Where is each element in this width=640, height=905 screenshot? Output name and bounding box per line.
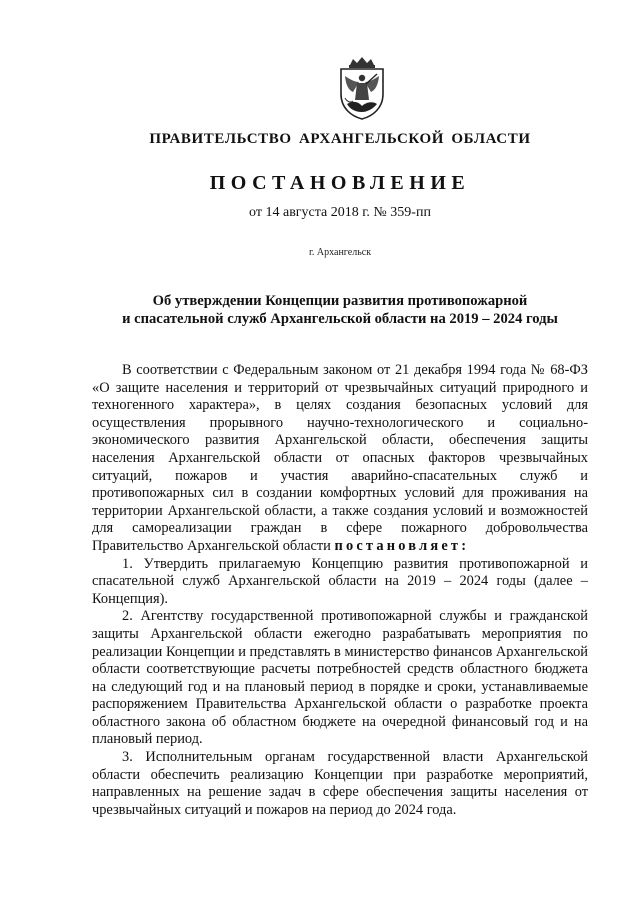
document-subject (92, 292, 588, 328)
document-body (92, 362, 588, 819)
preamble-paragraph (92, 362, 588, 556)
document-date-number: от 14 августа 2018 г. № 359-пп (249, 205, 431, 220)
resolves-keyword: постановляет: (334, 537, 470, 554)
item-3-paragraph: 3. Исполнительным органам государственной власти Архангельской области обеспечить реализацию Концепции при разработке мероприятий, направленных на решение задач в сфере обеспечения защиты населения от чрезвычайных ситуаций и пожаров на период до 2024 года. (92, 749, 588, 818)
document-city: г. Архангельск (308, 247, 372, 258)
document-type: ПОСТАНОВЛЕНИЕ (209, 172, 471, 194)
item-1-paragraph: 1. Утвердить прилагаемую Концепцию развития противопожарной и спасательной служб Архангельской области на 2019 – 2024 годы (далее – Концепция). (92, 555, 588, 607)
subject-line-1: Об утверждении Концепции развития противопожарной (152, 293, 528, 309)
government-title: ПРАВИТЕЛЬСТВО АРХАНГЕЛЬСКОЙ ОБЛАСТИ (149, 131, 531, 147)
coat-of-arms-icon (333, 56, 391, 120)
subject-line-2: и спасательной служб Архангельской области на 2019 – 2024 годы (122, 311, 558, 327)
preamble-text: В соответствии с Федеральным законом от 21 декабря 1994 года № 68-ФЗ «О защите населения и территорий от чрезвычайных ситуаций природного и техногенного характера», в целях создания безопасных условий для осуществления прорывного научно-технологического и социально-экономического развития Архангельской области, обеспечения защиты населения Архангельской области от опасных факторов чрезвычайных ситуаций, пожаров и участия аварийно-спасательных служб и противопожарных сил в создании комфортных условий для проживания на территории Архангельской области, а также создания условий и возможностей для самореализации граждан в сфере пожарного добровольчества Правительство Архангельской области (92, 362, 588, 554)
item-2-paragraph: 2. Агентству государственной противопожарной службы и гражданской защиты Архангельской области ежегодно разрабатывать мероприятия по реализации Концепции и представлять в министерство финансов Архангельской области соответствующие расчеты потребностей средств областного бюджета на следующий год и на плановый период в порядке и сроки, устанавливаемые распоряжением Правительства Архангельской области о разработке проекта областного закона об областном бюджете на очередной финансовый год и на плановый период. (92, 608, 588, 748)
